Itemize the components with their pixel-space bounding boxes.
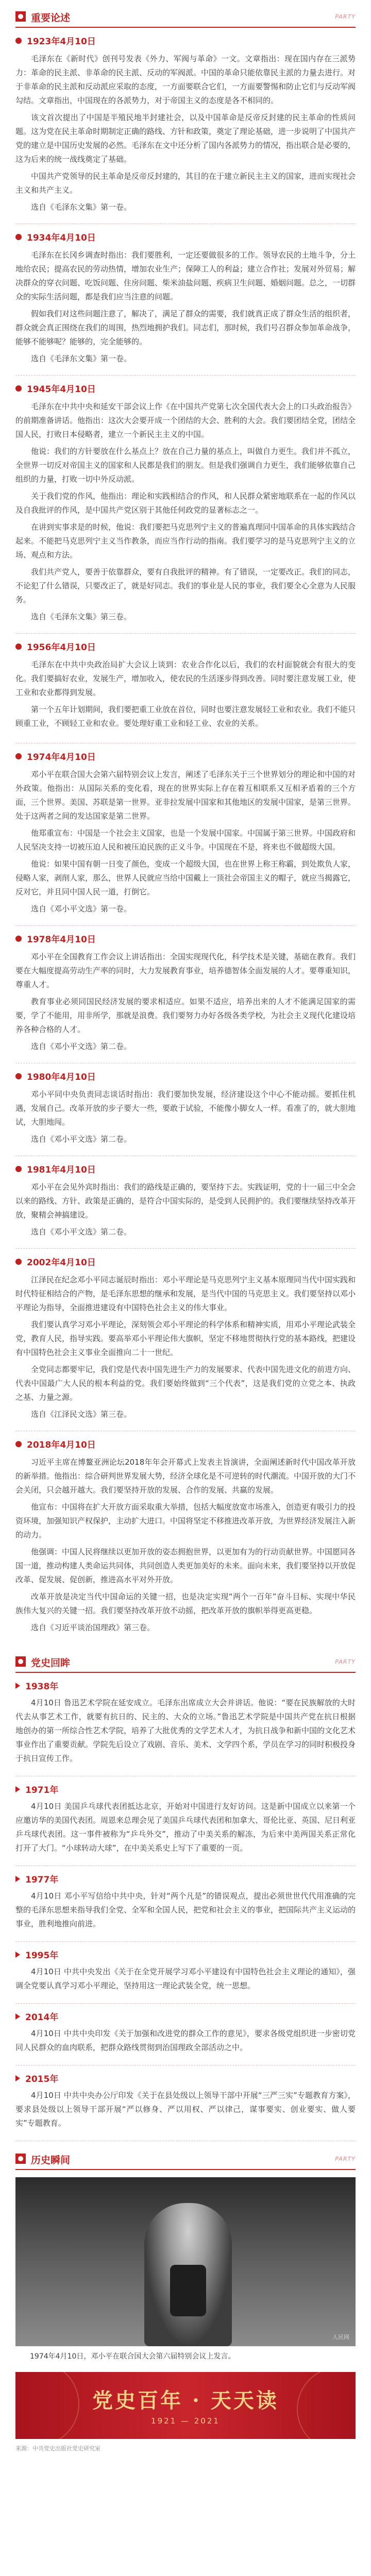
entry-paragraph: 第一个五年计划期间，我们要把重工业放在首位，同时也要注意发展轻工业和农业。我们不能只顾重工业，不顾轻工业和农业。要处理好重工业和轻工业、农业的关系。 xyxy=(15,705,356,728)
history-year: 1995年 xyxy=(25,1951,59,1961)
entry-paragraph: 假如我们对这些问题注意了，解决了，满足了群众的需要，我们就真正成了群众生活的组织者，群众就会真正围绕在我们的周围，热烈地拥护我们。同志们，那时候，我们号召群众参加革命战争，能够不能够呢？能够的，完全能够的。 xyxy=(15,309,356,346)
footer-source: 来源：中共党史出版社党史研究室 xyxy=(15,2445,100,2452)
entry-paragraph: 邓小平在全国教育工作会议上讲话指出：全国实现现代化，科学技术是关键，基础在教育。我们要在大幅度提高劳动生产率的同时，大力发展教育事业，培养德智体全面发展的人才。要尊重知识，尊重人才。 xyxy=(15,952,356,989)
photo-watermark: 人民网 xyxy=(332,2334,349,2341)
entry xyxy=(15,743,356,926)
podium-microphone xyxy=(170,2265,206,2316)
history-year-row xyxy=(15,1783,356,1795)
history-year: 2015年 xyxy=(25,2074,59,2084)
entry-date: 1980年4月10日 xyxy=(27,1072,96,1082)
entry-date-row xyxy=(15,1070,356,1082)
date-dot-icon xyxy=(15,385,22,392)
entry-source: 选自《江泽民文选》第三卷。 xyxy=(31,1410,132,1419)
section-mark-icon xyxy=(15,2154,26,2164)
entry-source: 选自《邓小平文选》第二卷。 xyxy=(31,1134,132,1144)
history-year: 1971年 xyxy=(25,1785,59,1795)
history-year-row xyxy=(15,2072,356,2084)
entries-list xyxy=(15,28,356,1644)
history-item xyxy=(15,1673,356,1776)
entry xyxy=(15,224,356,376)
entry-date: 1981年4月10日 xyxy=(27,1165,96,1175)
banner-years: 1921 — 2021 xyxy=(151,2416,220,2426)
entry-paragraph: 毛泽东在中共中央政治局扩大会议上谈到：农业合作化以后，我们的农村面貌就会有很大的变化。我们要搞好农业，发展生产，增加收入，使农民的生活逐步得到改善。同时要注意发展工业，使工业和农业都得到发展。 xyxy=(15,660,356,697)
entry-date: 1978年4月10日 xyxy=(27,935,96,945)
history-text: 4月10日 中共中央办公厅印发《关于在县处级以上领导干部中开展“三严三实”专题教育方案》，要求县处级以上领导干部开展“严以修身、严以用权、严以律己，谋事要实、创业要实、做人要实”专题教育。 xyxy=(15,2091,356,2128)
entry-source: 选自《邓小平文选》第二卷。 xyxy=(31,1042,132,1051)
history-text: 4月10日 邓小平写信给中共中央，针对“两个凡是”的错误观点，提出必须世世代代用准确的完整的毛泽东思想来指导我们全党、全军和全国人民，把党和社会主义的事业，把国际共产主义运动的事业，胜利地推向前进。 xyxy=(15,1891,356,1928)
section-tag: PARTY xyxy=(335,13,356,20)
entry-date-row xyxy=(15,750,356,762)
entry-paragraph: 我们共产党人，要善于依靠群众，要有自我批评的精神。有了错误，一定要改正。我们的同志，不论犯了什么错误，只要改正了，就是好同志。我们的事业是人民的事业，我们要全心全意为人民服务。 xyxy=(15,567,356,604)
entry-date: 2002年4月10日 xyxy=(27,1258,96,1268)
entry-date: 1974年4月10日 xyxy=(27,752,96,762)
history-year: 1938年 xyxy=(25,1682,59,1692)
section-mark-icon xyxy=(15,1656,26,1667)
section-header-history xyxy=(15,1652,356,1673)
date-dot-icon xyxy=(15,1073,22,1079)
history-item xyxy=(15,1942,356,2004)
entry-paragraph: 他强调：中国人民将继续以更加开放的姿态拥抱世界，以更加有为的行动贡献世界。中国愿同各国一道，推动构建人类命运共同体，共同创造人类更加美好的未来。面向未来，我们要坚持以开放促改革、促发展、促创新，推进高水平对外开放。 xyxy=(15,1547,356,1584)
history-text: 4月10日 中共中央发出《关于在全党开展学习邓小平建设有中国特色社会主义理论的通知》，强调全党要认真学习邓小平理论，坚持用这一理论武装全党，统一思想。 xyxy=(15,1967,356,1990)
entry-date-row xyxy=(15,640,356,653)
date-dot-icon xyxy=(15,1166,22,1172)
entry-date-row xyxy=(15,230,356,243)
entry-date-row xyxy=(15,932,356,945)
entry-paragraph: 我们要认真学习邓小平理论，深刻领会邓小平理论的科学体系和精神实质，用邓小平理论武装全党，教育人民，指导实践。要高举邓小平理论伟大旗帜，坚定不移地贯彻执行党的基本路线，把建设有中国特色社会主义事业全面推向二十一世纪。 xyxy=(15,1320,356,1357)
entry-date-row xyxy=(15,1437,356,1450)
date-dot-icon xyxy=(15,38,22,44)
section-title: 重要论述 xyxy=(31,12,71,24)
history-list xyxy=(15,1673,356,2141)
entry-paragraph: 关于我们党的作风，他指出：理论和实践相结合的作风，和人民群众紧密地联系在一起的作风以及自我批评的作风，是中国共产党区别于其他任何政党的显著标志之一。 xyxy=(15,492,356,515)
entry xyxy=(15,634,356,743)
entry-date: 1956年4月10日 xyxy=(27,642,96,653)
entry-source: 选自《毛泽东文集》第三卷。 xyxy=(31,612,132,621)
date-dot-icon xyxy=(15,643,22,650)
entry-date: 1923年4月10日 xyxy=(27,37,96,47)
history-year-row xyxy=(15,1872,356,1885)
entry-date: 2018年4月10日 xyxy=(27,1440,96,1450)
entry-paragraph: 他说：如果中国有朝一日变了颜色，变成一个超级大国，也在世界上称王称霸，到处欺负人家，侵略人家，剥削人家，那么，世界人民就应当给中国戴上一顶社会帝国主义的帽子，就应当揭露它，反对它，并且同中国人民一道，打倒它。 xyxy=(15,859,356,896)
triangle-marker-icon xyxy=(15,1876,20,1882)
triangle-marker-icon xyxy=(15,1786,20,1792)
entry-paragraph: 教育事业必须同国民经济发展的要求相适应。如果不适应，培养出来的人才不能满足国家的需要，学了不能用，用非所学，那就是浪费。我们要努力办好各级各类学校，为社会主义现代化建设培养各种合格的人才。 xyxy=(15,997,356,1034)
date-dot-icon xyxy=(15,1259,22,1265)
section-header-photo xyxy=(15,2149,356,2170)
entry-paragraph: 他说：我们的方针要放在什么基点上？放在自己力量的基点上，叫做自力更生。我们并不孤立，全世界一切反对帝国主义的国家和人民都是我们的朋友。但是我们强调自力更生，我们能够依靠自己组织的力量，打败一切中外反动派。 xyxy=(15,447,356,484)
entry xyxy=(15,376,356,634)
entry-paragraph: 毛泽东在《新时代》创刊号发表《外力、军阀与革命》一文。文章指出：现在国内存在三派势力：革命的民主派、非革命的民主派、反动的军阀派。中国的革命只能依靠民主派的力量去进行。对于非革命的民主派和反动派应采取的态度，一方面要联合它们，一方面要警惕和防止它们与反动军阀勾结。文章指出，中国现在的各派势力，对于帝国主义的态度是各不相同的。 xyxy=(15,54,356,105)
historical-photo xyxy=(15,2177,356,2346)
history-text: 4月10日 中共中央印发《关于加强和改进党的群众工作的意见》，要求各级党组织进一步密切党同人民群众的血肉联系，把群众路线贯彻到治国理政全部活动之中。 xyxy=(15,2029,356,2052)
entry-date: 1934年4月10日 xyxy=(27,233,96,243)
section-tag: PARTY xyxy=(335,1658,356,1665)
entry xyxy=(15,1156,356,1249)
entry-date-row xyxy=(15,34,356,47)
entry-source: 选自《邓小平文选》第一卷。 xyxy=(31,904,132,913)
entry-paragraph: 他宣布：中国将在扩大开放方面采取重大举措，包括大幅度放宽市场准入，创造更有吸引力的投资环境，加强知识产权保护，主动扩大进口。中国将坚定不移推进改革开放，为世界经济发展注入新的动力。 xyxy=(15,1502,356,1539)
date-dot-icon xyxy=(15,234,22,240)
date-dot-icon xyxy=(15,1441,22,1447)
section-tag: PARTY xyxy=(335,2156,356,2162)
entry xyxy=(15,28,356,224)
triangle-marker-icon xyxy=(15,1683,20,1689)
entry-paragraph: 毛泽东在长冈乡调查时指出：我们要胜利，一定还要做很多的工作。领导农民的土地斗争，分土地给农民；提高农民的劳动热情，增加农业生产；保障工人的利益；建立合作社；发展对外贸易；解决群众的穿衣问题、吃饭问题、住房问题、柴米油盐问题、疾病卫生问题、婚姻问题。总之，一切群众的实际生活问题，都是我们应当注意的问题。 xyxy=(15,250,356,301)
banner xyxy=(15,2372,356,2439)
entry-paragraph: 邓小平在联合国大会第六届特别会议上发言，阐述了毛泽东关于三个世界划分的理论和中国的对外政策。他指出：从国际关系的变化看，现在的世界实际上存在着互相联系又互相矛盾着的三个方面，三个世界。美国、苏联是第一世界。亚非拉发展中国家和其他地区的发展中国家，是第三世界。处于这两者之间的发达国家是第二世界。 xyxy=(15,770,356,821)
triangle-marker-icon xyxy=(15,1952,20,1958)
history-item xyxy=(15,2004,356,2065)
entry-source: 选自《毛泽东文集》第一卷。 xyxy=(31,202,132,212)
entry-source: 选自《邓小平文选》第二卷。 xyxy=(31,1227,132,1236)
entry-paragraph: 习近平主席在博鳌亚洲论坛2018年年会开幕式上发表主旨演讲，全面阐述新时代中国改革开放的新举措。他指出：综合研判世界发展大势，经济全球化是不可逆转的时代潮流。中国开放的大门不会关闭，只会越开越大。我们要坚持开放的发展、合作的发展、共赢的发展。 xyxy=(15,1458,356,1495)
entry-date-row xyxy=(15,1255,356,1268)
triangle-marker-icon xyxy=(15,2075,20,2081)
history-year: 2014年 xyxy=(25,2012,59,2023)
entry-paragraph: 全党同志都要牢记，我们党是代表中国先进生产力的发展要求、代表中国先进文化的前进方向、代表中国最广大人民的根本利益的党。我们要始终做到“三个代表”，这是我们党的立党之本、执政之基、力量之源。 xyxy=(15,1365,356,1402)
section-mark-icon xyxy=(15,11,26,22)
entry-date: 1945年4月10日 xyxy=(27,384,96,395)
history-year-row xyxy=(15,1948,356,1961)
entry xyxy=(15,1431,356,1644)
banner-title: 党史百年 · 天天读 xyxy=(92,2388,279,2413)
history-text: 4月10日 鲁迅艺术学院在延安成立。毛泽东出席成立大会并讲话。他说：“要在民族解放的大时代去从事艺术工作，就要有抗日的、民主的、大众的立场。”鲁迅艺术学院是中国共产党在抗日根据地创办的第一所综合性艺术学院，培养了大批优秀的文学艺术人才，为抗日战争和新中国的文化艺术事业作出了重要贡献。学院先后设立了戏剧、音乐、美术、文学四个系，学员在学习的同时积极投身于抗日宣传工作。 xyxy=(15,1698,356,1763)
section-title: 党史回眸 xyxy=(31,1657,71,1669)
entry-paragraph: 江泽民在纪念邓小平同志诞辰时指出：邓小平理论是马克思列宁主义基本原理同当代中国实践和时代特征相结合的产物，是毛泽东思想的继承和发展，是当代中国的马克思主义。我们要坚持以邓小平理论为指导，全面推进建设有中国特色社会主义的伟大事业。 xyxy=(15,1275,356,1312)
history-item xyxy=(15,1776,356,1866)
history-year-row xyxy=(15,2010,356,2023)
entry-paragraph: 邓小平在会见外宾时指出：我们的路线是正确的，要坚持下去。实践证明，党的十一届三中全会以来的路线、方针、政策是正确的，是符合中国实际的，是受到人民拥护的。我们要继续坚持改革开放，聚精会神搞建设。 xyxy=(15,1182,356,1219)
triangle-marker-icon xyxy=(15,2013,20,2020)
section-header-reading xyxy=(15,7,356,28)
date-dot-icon xyxy=(15,753,22,759)
history-year: 1977年 xyxy=(25,1875,59,1885)
entry xyxy=(15,1249,356,1431)
entry-source: 选自《毛泽东文集》第一卷。 xyxy=(31,354,132,363)
history-item xyxy=(15,2065,356,2141)
entry-date-row xyxy=(15,1162,356,1175)
history-item xyxy=(15,1866,356,1942)
entry-paragraph: 在讲到实事求是的时候，他说：我们要把马克思列宁主义的普遍真理同中国革命的具体实践结合起来。不能把马克思列宁主义当作教条，而应当作行动的指南。我们要学习的是马克思列宁主义的立场、观点和方法。 xyxy=(15,522,356,560)
history-year-row xyxy=(15,1679,356,1692)
entry xyxy=(15,1063,356,1156)
entry-date-row xyxy=(15,382,356,395)
entry-paragraph: 改革开放是决定当代中国命运的关键一招，也是决定实现“两个一百年”奋斗目标、实现中华民族伟大复兴的关键一招。我们要坚持改革开放不动摇，把改革开放的旗帜举得更高更稳。 xyxy=(15,1592,356,1615)
entry-paragraph: 他郑重宣布：中国是一个社会主义国家，也是一个发展中国家。中国属于第三世界。中国政府和人民坚决支持一切被压迫人民和被压迫民族的正义斗争。中国现在不是，将来也不做超级大国。 xyxy=(15,828,356,852)
photo-caption: 1974年4月10日，邓小平在联合国大会第六届特别会议上发言。 xyxy=(30,2352,235,2361)
entry xyxy=(15,926,356,1063)
section-title: 历史瞬间 xyxy=(31,2155,71,2166)
entry-paragraph: 该文首次提出了中国是半殖民地半封建社会，以及中国革命是反帝反封建的民主革命的性质问题。这为党在民主革命时期制定正确的路线、方针和政策，奠定了理论基础，进一步说明了中国共产党的建立是中国历史发展的必然。毛泽东在文中还分析了国内各派势力的情况，指出联合是必要的，这为后来的统一战线奠定了基础。 xyxy=(15,113,356,164)
entry-paragraph: 邓小平同中央负责同志谈话时指出：我们要加快发展，经济建设这个中心不能动摇。要抓住机遇，发展自己。改革开放的步子要大一些，要敢于试验，不能像小脚女人一样。看准了的，就大胆地试，大胆地闯。 xyxy=(15,1090,356,1127)
entry-paragraph: 中国共产党领导的民主革命是反帝反封建的，其目的在于建立新民主主义的国家，进而实现社会主义和共产主义。 xyxy=(15,172,356,195)
date-dot-icon xyxy=(15,936,22,942)
entry-source: 选自《习近平谈治国理政》第三卷。 xyxy=(31,1623,155,1632)
history-text: 4月10日 美国乒乓球代表团抵达北京，开始对中国进行友好访问。这是新中国成立以来第一个应邀访华的美国代表团。周恩来总理会见了美国乒乓球代表团和加拿大、哥伦比亚、英国、尼日利亚乒乓球代表团。这一事件被称为“乒乓外交”，推动了中美关系的解冻，为后来中美两国关系正常化打开了大门。“小球转动大球”，在中美关系史上写下了重要的一页。 xyxy=(15,1802,356,1853)
entry-paragraph: 毛泽东在中共中央和延安干部会议上作《在中国共产党第七次全国代表大会上的口头政治报告》的前期准备讲话。他指出：这次大会要开成一个团结的大会、胜利的大会。我们要团结全党，团结全国人民，打败日本侵略者，建立一个新民主主义的中国。 xyxy=(15,402,356,439)
